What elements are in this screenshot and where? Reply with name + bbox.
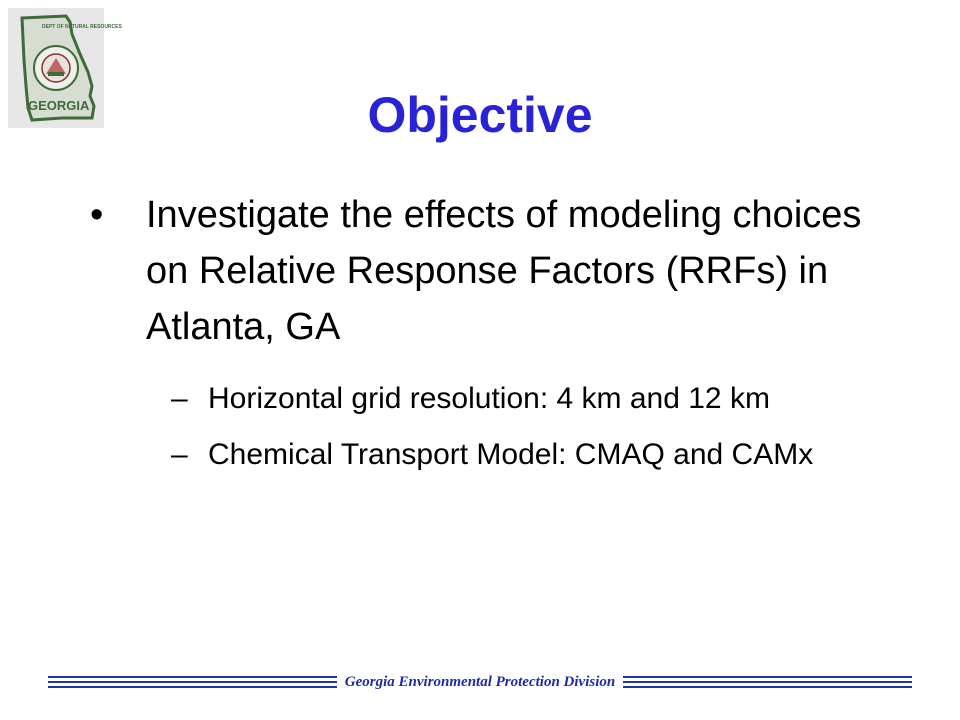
sub-bullet-item [171, 433, 884, 477]
bullet-list [84, 187, 884, 489]
bullet-item [84, 187, 884, 355]
sub-bullet-text: Horizontal grid resolution: 4 km and 12 km [208, 382, 770, 415]
dash-icon: – [171, 382, 188, 415]
footer-rule-right [623, 676, 912, 688]
logo-top-text: DEPT OF NATURAL RESOURCES [42, 24, 122, 30]
slide-title: Objective [367, 87, 593, 143]
bullet-icon: • [90, 194, 104, 236]
sub-bullet-item [171, 377, 884, 421]
dash-icon: – [171, 438, 188, 471]
sub-bullet-list [84, 377, 884, 477]
footer-rule-left [48, 676, 337, 688]
sub-bullet-text: Chemical Transport Model: CMAQ and CAMx [208, 438, 814, 471]
logo-bottom-text: GEORGIA [28, 98, 90, 113]
footer-text: Georgia Environmental Protection Division [344, 673, 616, 690]
bullet-text: Investigate the effects of modeling choices on Relative Response Factors (RRFs) in Atlanta, GA [146, 194, 862, 348]
footer [48, 670, 912, 694]
